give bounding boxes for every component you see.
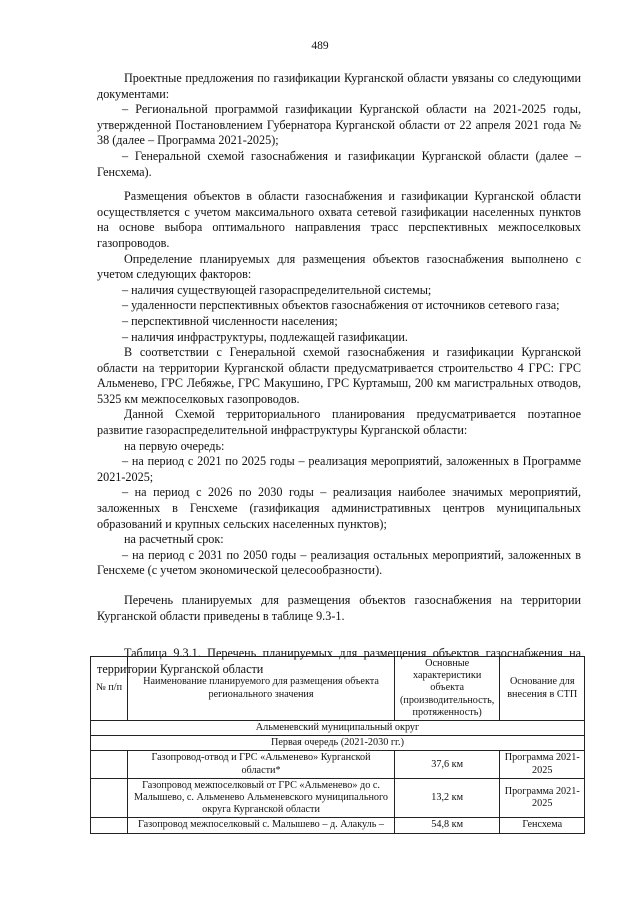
cell-basis: Генсхема	[500, 818, 585, 833]
paragraph-genscheme: В соответствии с Генеральной схемой газоснабжения и газификации Курганской области на территории Курганской области предусматривается строительство 4 ГРС: ГРС Альменево, ГРС Лебяжье, ГРС Макушино, ГРС Куртамыш, 200 км магистральных отводов, 5325 км межпоселковых газопроводов.	[97, 345, 581, 406]
table-row	[91, 751, 585, 778]
table-row	[91, 778, 585, 818]
stage-title: Первая очередь (2021-2030 гг.)	[91, 736, 585, 751]
section-title: Альменевский муниципальный округ	[91, 721, 585, 736]
list-item: – на период с 2026 по 2030 годы – реализация наиболее значимых мероприятий, заложенных в Генсхеме (газификация административных центров муниципальных образований и крупных сельских населенных пунктов);	[97, 485, 581, 531]
list-item: – на период с 2021 по 2025 годы – реализация мероприятий, заложенных в Программе 2021-2025;	[97, 454, 581, 484]
paragraph-stages: Данной Схемой территориального планирования предусматривается поэтапное развитие газораспределительной инфраструктуры Курганской области:	[97, 407, 581, 438]
body-text	[97, 71, 581, 677]
paragraph-placement: Размещения объектов в области газоснабжения и газификации Курганской области осуществляется с учетом максимального охвата сетевой газификации населенных пунктов на основе выбора оптимального направления трасс перспективных межпоселковых газопроводов.	[97, 189, 581, 250]
cell-name: Газопровод-отвод и ГРС «Альменево» Курганской области*	[128, 751, 395, 778]
objects-table	[90, 656, 585, 834]
table-header-row	[91, 657, 585, 721]
stage-row	[91, 736, 585, 751]
page-number: 489	[311, 40, 329, 52]
cell-name: Газопровод межпоселковый от ГРС «Альменево» до с. Малышево, с. Альменево Альменевского муниципального округа Курганской области	[128, 778, 395, 818]
cell-basis: Программа 2021-2025	[500, 778, 585, 818]
cell-num	[91, 818, 128, 833]
cell-name: Газопровод межпоселковый с. Малышево – д. Алакуль –	[128, 818, 395, 833]
cell-characteristics: 54,8 км	[394, 818, 500, 833]
header-num: № п/п	[91, 657, 128, 721]
header-characteristics: Основные характеристики объекта (производительность, протяженность)	[394, 657, 500, 721]
cell-num	[91, 751, 128, 778]
list-item: – удаленности перспективных объектов газоснабжения от источников сетевого газа;	[122, 298, 560, 313]
list-item: – наличия существующей газораспределительной системы;	[122, 282, 432, 297]
cell-basis: Программа 2021-2025	[500, 751, 585, 778]
stage-heading: на первую очередь:	[124, 438, 225, 453]
list-item: – Генеральной схемой газоснабжения и газификации Курганской области (далее – Генсхема).	[97, 148, 581, 179]
cell-num	[91, 778, 128, 818]
list-item: – перспективной численности населения;	[122, 313, 338, 328]
paragraph-list-reference: Перечень планируемых для размещения объектов газоснабжения на территории Курганской области приведены в таблице 9.3-1.	[97, 593, 581, 623]
table-row	[91, 818, 585, 833]
header-basis: Основание для внесения в СТП	[500, 657, 585, 721]
list-item: – наличия инфраструктуры, подлежащей газификации.	[122, 329, 408, 344]
header-name: Наименование планируемого для размещения объекта регионального значения	[128, 657, 395, 721]
paragraph-intro: Проектные предложения по газификации Курганской области увязаны со следующими документами:	[97, 71, 581, 101]
cell-characteristics: 13,2 км	[394, 778, 500, 818]
section-row	[91, 721, 585, 736]
stage-heading: на расчетный срок:	[124, 532, 224, 547]
paragraph-factors: Определение планируемых для размещения объектов газоснабжения выполнено с учетом следующих факторов:	[97, 251, 581, 282]
table-caption: Таблица 9.3.1. Перечень планируемых для размещения объектов газоснабжения на территории Курганской области	[97, 646, 581, 676]
list-item: – Региональной программой газификации Курганской области на 2021-2025 годы, утвержденной Постановлением Губернатора Курганской области от 22 апреля 2021 года № 38 (далее – Программа 2021-2025);	[97, 102, 581, 148]
cell-characteristics: 37,6 км	[394, 751, 500, 778]
list-item: – на период с 2031 по 2050 годы – реализация остальных мероприятий, заложенных в Генсхеме (с учетом экономической целесообразности).	[97, 547, 581, 578]
